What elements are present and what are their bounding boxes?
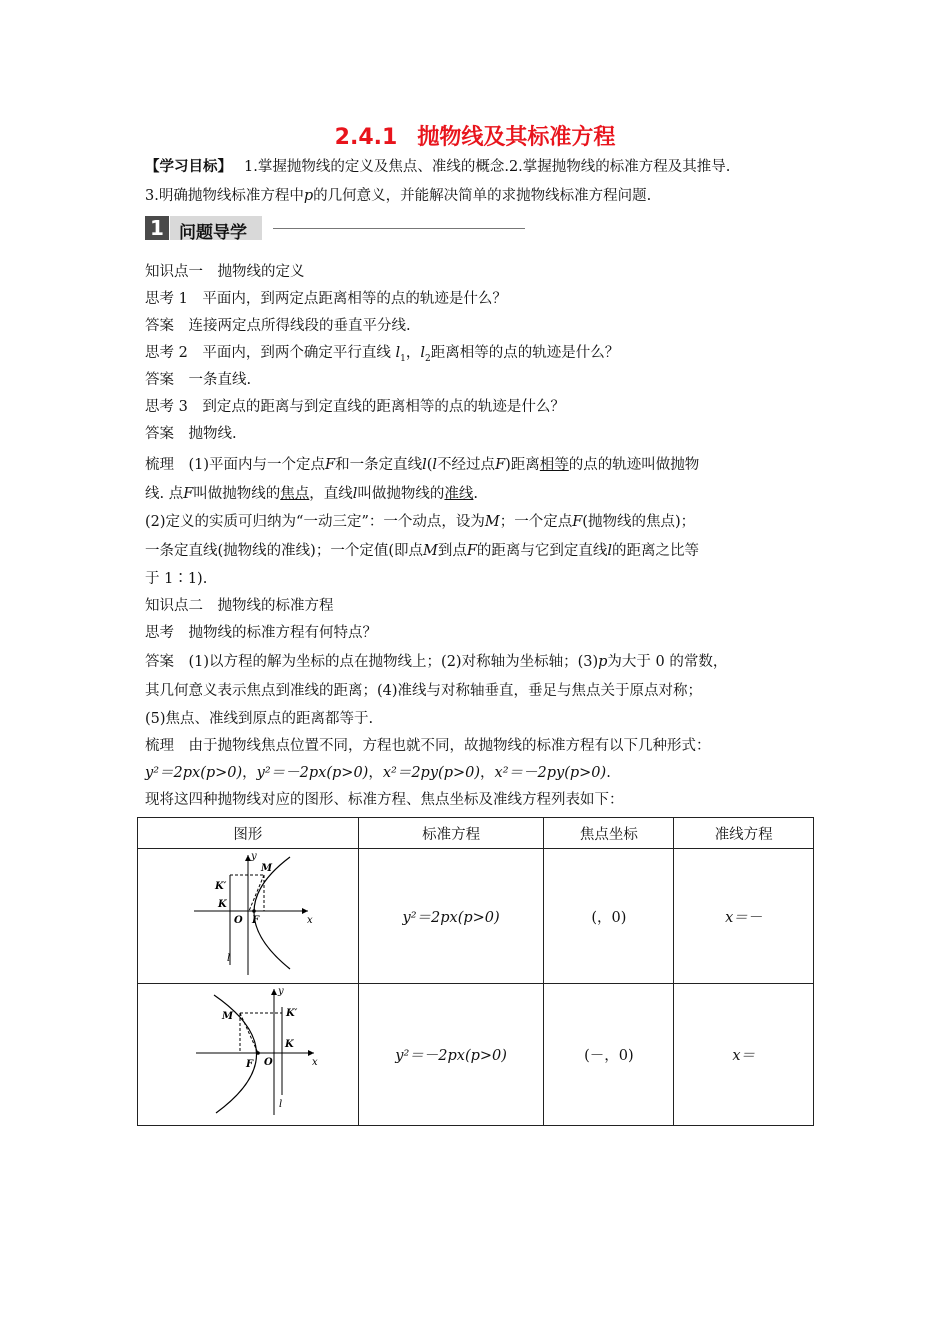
summary-1-line-1: 梳理 (1)平面内与一个定点F和一条定直线l(l不经过点F)距离相等的点的轨迹叫做抛物 — [145, 457, 700, 473]
parabola-right-figure — [148, 849, 348, 979]
label-M: M — [221, 1010, 233, 1022]
summary-1-line-2: 线. 点F叫做抛物线的焦点，直线l叫做抛物线的准线. — [145, 486, 479, 502]
focus-cell-1: (，0) — [544, 849, 674, 984]
summary-2-line-2: 一条定直线(抛物线的准线)；一个定值(即点M到点F的距离与它到定直线l的距离之比等 — [145, 543, 700, 559]
label-F: F — [251, 915, 259, 926]
think-4: 思考 抛物线的标准方程有何特点？ — [145, 625, 377, 641]
label-F: F — [245, 1058, 253, 1070]
label-y: y — [250, 851, 257, 862]
table-row — [138, 849, 814, 984]
label-O: O — [263, 1056, 273, 1068]
y-axis-arrow — [271, 989, 277, 995]
section-rule — [273, 228, 525, 229]
answer-4-line-2: 其几何意义表示焦点到准线的距离；(4)准线与对称轴垂直，垂足与焦点关于原点对称； — [145, 683, 703, 699]
x-axis-arrow — [308, 1050, 314, 1056]
label-K: K — [284, 1038, 294, 1050]
graph-cell-2 — [138, 984, 359, 1126]
summary-3: 梳理 由于抛物线焦点位置不同，方程也就不同，故抛物线的标准方程有以下几种形式： — [145, 738, 711, 754]
think-2: 思考 2 平面内，到两个确定平行直线 $l_1$，$l_2$距离相等的点的轨迹是什么？ — [145, 345, 620, 364]
header-equation: 标准方程 — [358, 818, 544, 849]
section-title: 问题导学 — [179, 223, 247, 243]
answer-1: 答案 连接两定点所得线段的垂直平分线. — [145, 318, 411, 334]
answer-4-line-3: (5)焦点、准线到原点的距离都等于. — [145, 711, 374, 727]
directrix-cell-2: x＝ — [674, 984, 814, 1126]
directrix-cell-1: x＝－ — [674, 849, 814, 984]
section-header — [145, 216, 525, 242]
label-M: M — [260, 863, 272, 874]
label-x: x — [306, 915, 313, 926]
knowledge-point-1: 知识点一 抛物线的定义 — [145, 264, 305, 280]
focus-point — [252, 909, 256, 913]
header-directrix: 准线方程 — [674, 818, 814, 849]
focus-cell-2: (－，0) — [544, 984, 674, 1126]
segment-MF — [249, 875, 264, 911]
label-l: l — [226, 953, 231, 964]
title-number: 2.4.1 — [334, 125, 398, 150]
summary-2-line-3: 于 1∶1). — [145, 571, 208, 587]
answer-3: 答案 抛物线. — [145, 426, 237, 442]
focus-point — [256, 1051, 260, 1055]
standard-forms: y²＝2px(p>0)，y²＝－2px(p>0)，x²＝2py(p>0)，x²＝－2py(p>0). — [145, 765, 611, 781]
label-y: y — [277, 985, 284, 997]
label-K: K — [217, 899, 227, 910]
graph-cell-1 — [138, 849, 359, 984]
label-l: l — [278, 1098, 283, 1110]
think-1: 思考 1 平面内，到两定点距离相等的点的轨迹是什么？ — [145, 291, 507, 307]
equation-cell-2: y²＝－2px(p>0) — [358, 984, 544, 1126]
objectives-line-1: 【学习目标】 1.掌握抛物线的定义及焦点、准线的概念.2.掌握抛物线的标准方程及其推导. — [145, 158, 731, 175]
table-row — [138, 984, 814, 1126]
answer-2: 答案 一条直线. — [145, 372, 252, 388]
summary-2-line-1: (2)定义的实质可归纳为“一动三定”：一个动点，设为M；一个定点F(抛物线的焦点)； — [145, 514, 696, 530]
label-K-prime: K′ — [285, 1007, 298, 1019]
answer-4-line-1: 答案 (1)以方程的解为坐标的点在抛物线上；(2)对称轴为坐标轴；(3)p为大于 0 的常数， — [145, 654, 728, 670]
title-text: 抛物线及其标准方程 — [417, 125, 616, 150]
table-header-row — [138, 818, 814, 849]
think-3: 思考 3 到定点的距离与到定直线的距离相等的点的轨迹是什么？ — [145, 399, 565, 415]
x-axis-arrow — [302, 908, 308, 914]
knowledge-point-2: 知识点二 抛物线的标准方程 — [145, 598, 334, 614]
label-O: O — [233, 915, 243, 926]
section-number: 1 — [145, 216, 169, 240]
table-intro: 现将这四种抛物线对应的图形、标准方程、焦点坐标及准线方程列表如下： — [145, 792, 624, 808]
header-focus: 焦点坐标 — [544, 818, 674, 849]
label-x: x — [311, 1056, 318, 1068]
segment-MF — [240, 1013, 258, 1053]
header-graph: 图形 — [138, 818, 359, 849]
parabola-left-figure — [148, 985, 348, 1121]
label-K-prime: K′ — [214, 881, 227, 892]
objectives-line-2: 3.明确抛物线标准方程中p的几何意义，并能解决简单的求抛物线标准方程问题. — [145, 188, 652, 204]
equation-cell-1: y²＝2px(p>0) — [358, 849, 544, 984]
objectives-label: 【学习目标】 — [145, 158, 232, 175]
parabola-forms-table — [137, 817, 814, 1126]
page-title — [0, 120, 950, 151]
